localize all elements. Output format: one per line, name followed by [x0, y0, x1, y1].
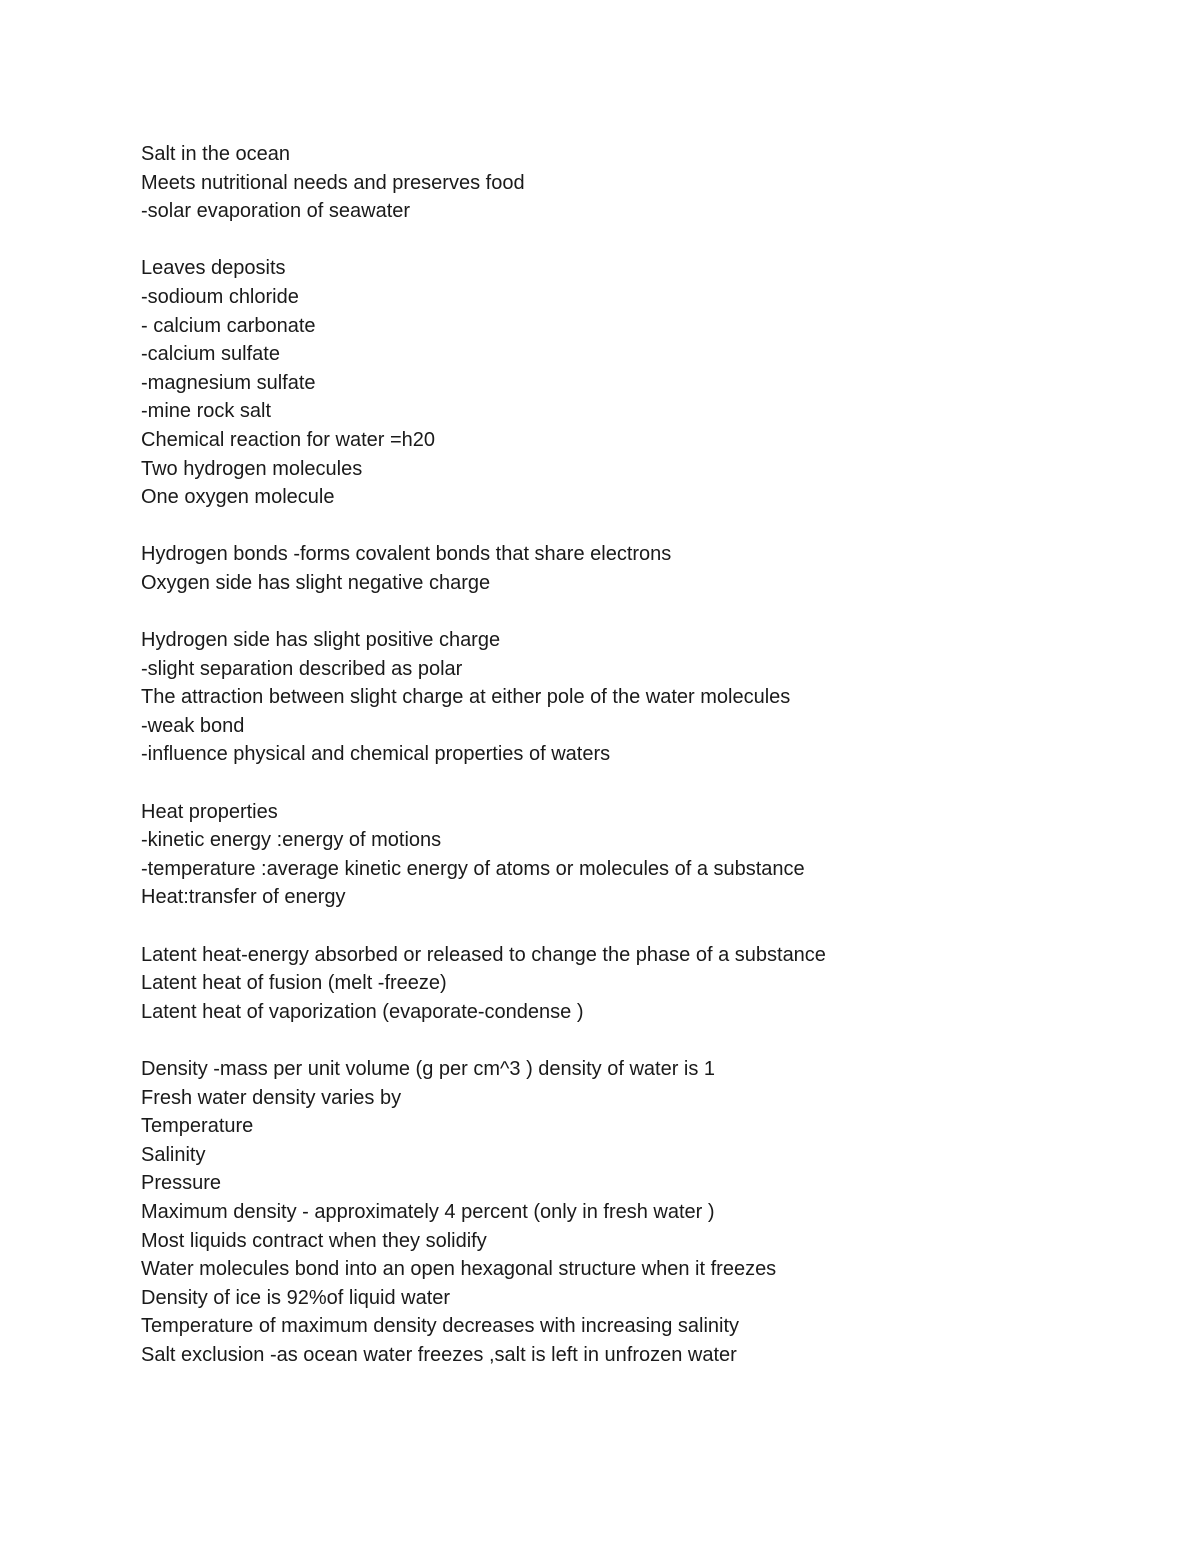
- section-polarity: [141, 626, 1121, 769]
- line-text: Heat:transfer of energy: [141, 886, 346, 909]
- section-hydrogen-bonds: [141, 540, 1121, 597]
- line-text: -magnesium sulfate: [141, 371, 316, 394]
- line-text: -sodioum chloride: [141, 285, 299, 308]
- line-title-latent-heat: Latent heat-energy absorbed or released to change the phase of a substance: [141, 943, 826, 966]
- line-text: Hydrogen side has slight positive charge: [141, 629, 501, 652]
- line-text: Salt exclusion -as ocean water freezes ,salt is left in unfrozen water: [141, 1343, 737, 1366]
- section-deposits: [141, 254, 1121, 511]
- line-text: -slight separation described as polar: [141, 657, 463, 680]
- line-title-hydrogen-bonds: Hydrogen bonds -forms covalent bonds that share electrons: [141, 543, 672, 566]
- line-text: The attraction between slight charge at either pole of the water molecules: [141, 686, 791, 709]
- line-text: - calcium carbonate: [141, 314, 316, 337]
- line-text: -calcium sulfate: [141, 343, 280, 366]
- line-text: Two hydrogen molecules: [141, 457, 363, 480]
- line-title-heat-properties: Heat properties: [141, 800, 278, 823]
- line-text: Chemical reaction for water =h20: [141, 428, 436, 451]
- line-text: -kinetic energy :energy of motions: [141, 829, 442, 852]
- line-text: Latent heat of fusion (melt -freeze): [141, 972, 447, 995]
- line-text: Most liquids contract when they solidify: [141, 1229, 487, 1252]
- paragraph-gap: [141, 1026, 1121, 1055]
- section-heat-properties: [141, 798, 1121, 912]
- notes-body: [141, 140, 1121, 1370]
- line-text: Oxygen side has slight negative charge: [141, 571, 491, 594]
- line-text: Latent heat of vaporization (evaporate-condense ): [141, 1000, 584, 1023]
- paragraph-gap: [141, 912, 1121, 941]
- line-text: -mine rock salt: [141, 400, 272, 423]
- section-salt: [141, 140, 1121, 226]
- line-text: Pressure: [141, 1172, 222, 1195]
- line-text: -temperature :average kinetic energy of atoms or molecules of a substance: [141, 857, 805, 880]
- section-density: [141, 1055, 1121, 1370]
- line-title-density: Density -mass per unit volume (g per cm^3 ) density of water is 1: [141, 1058, 716, 1080]
- line-text: Maximum density - approximately 4 percent (only in fresh water ): [141, 1200, 715, 1223]
- paragraph-gap: [141, 598, 1121, 627]
- paragraph-gap: [141, 769, 1121, 798]
- line-text: Fresh water density varies by: [141, 1086, 402, 1109]
- line-text: Temperature: [141, 1115, 254, 1138]
- line-text: Temperature of maximum density decreases with increasing salinity: [141, 1315, 740, 1338]
- line-text: Water molecules bond into an open hexagonal structure when it freezes: [141, 1258, 777, 1281]
- line-text: -weak bond: [141, 714, 245, 737]
- paragraph-gap: [141, 226, 1121, 255]
- paragraph-gap: [141, 512, 1121, 541]
- line-text: Density of ice is 92%of liquid water: [141, 1286, 451, 1309]
- line-title-salt: Salt in the ocean: [141, 143, 290, 165]
- line-title-deposits: Leaves deposits: [141, 257, 286, 280]
- line-text: Salinity: [141, 1143, 206, 1166]
- section-latent-heat: [141, 941, 1121, 1027]
- line-text: -solar evaporation of seawater: [141, 200, 411, 223]
- line-text: One oxygen molecule: [141, 486, 335, 509]
- line-text: Meets nutritional needs and preserves food: [141, 171, 525, 194]
- line-text: -influence physical and chemical properties of waters: [141, 743, 611, 766]
